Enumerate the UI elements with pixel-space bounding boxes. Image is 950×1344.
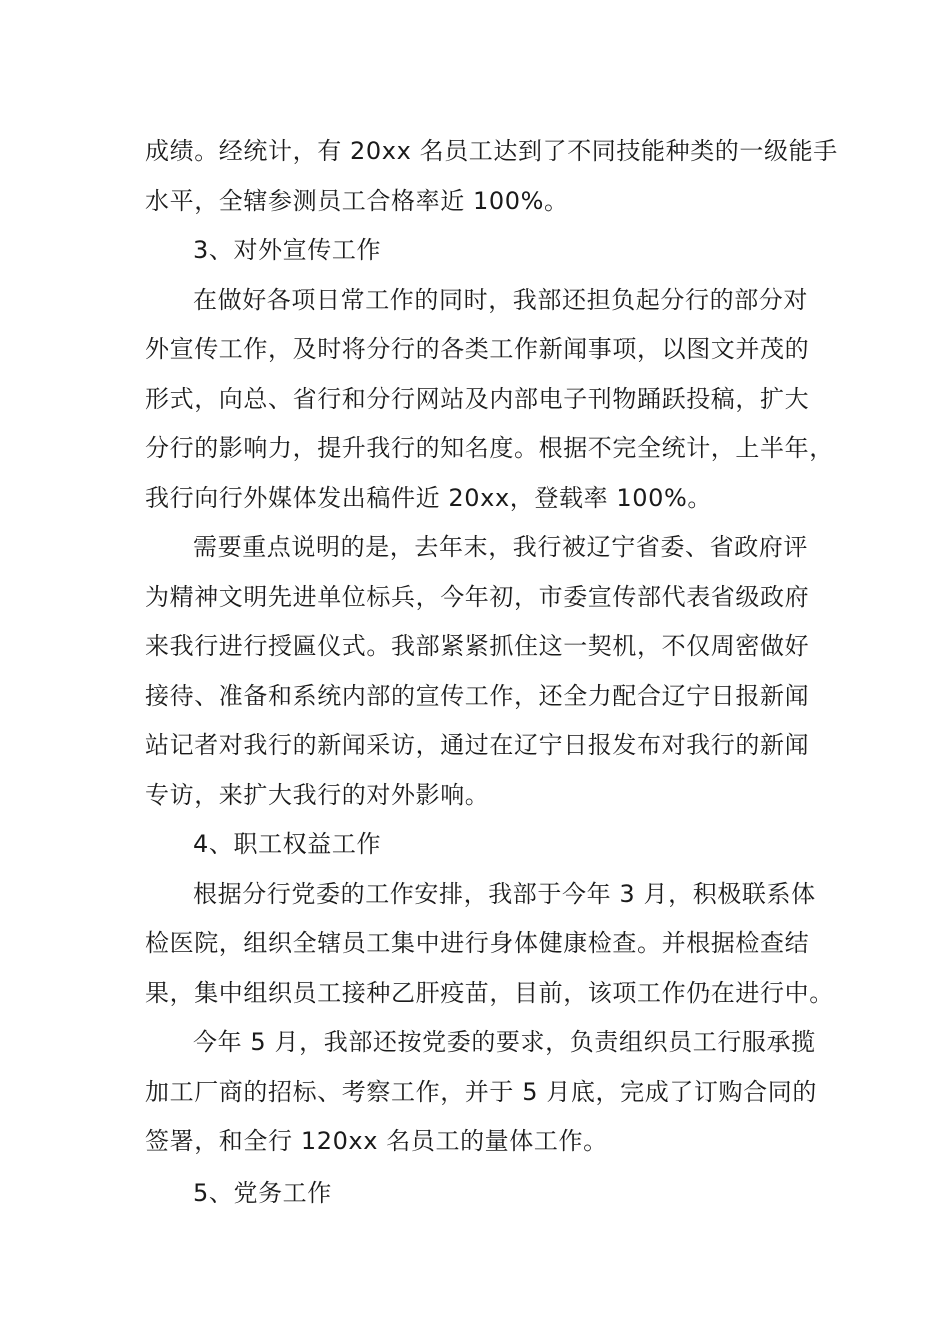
paragraph-line: 来我行进行授匾仪式。我部紧紧抓住这一契机，不仅周密做好 [145, 632, 810, 660]
paragraph-line: 加工厂商的招标、考察工作，并于 5 月底，完成了订购合同的 [145, 1077, 817, 1106]
paragraph-line: 需要重点说明的是，去年末，我行被辽宁省委、省政府评 [193, 533, 808, 561]
paragraph-line: 果，集中组织员工接种乙肝疫苗，目前，该项工作仍在进行中。 [145, 978, 834, 1007]
paragraph-line: 分行的影响力，提升我行的知名度。根据不完全统计，上半年， [145, 434, 834, 462]
paragraph-line: 签署，和全行 120xx 名员工的量体工作。 [145, 1127, 608, 1155]
paragraph-line: 水平，全辖参测员工合格率近 100%。 [145, 186, 569, 215]
paragraph-line: 成绩。经统计，有 20xx 名员工达到了不同技能种类的一级能手 [145, 137, 838, 165]
section-heading-employee-rights: 4、职工权益工作 [193, 830, 382, 858]
paragraph-line: 检医院，组织全辖员工集中进行身体健康检查。并根据检查结 [145, 929, 810, 957]
section-heading-publicity: 3、对外宣传工作 [193, 236, 382, 264]
paragraph-line: 根据分行党委的工作安排，我部于今年 3 月，积极联系体 [193, 879, 816, 908]
paragraph-line: 外宣传工作，及时将分行的各类工作新闻事项，以图文并茂的 [145, 335, 810, 363]
paragraph-line: 在做好各项日常工作的同时，我部还担负起分行的部分对 [193, 285, 808, 314]
paragraph-line: 形式，向总、省行和分行网站及内部电子刊物踊跃投稿，扩大 [145, 384, 810, 413]
section-heading-party-affairs: 5、党务工作 [193, 1178, 332, 1207]
paragraph-line: 接待、准备和系统内部的宣传工作，还全力配合辽宁日报新闻 [145, 681, 810, 710]
paragraph-line: 我行向行外媒体发出稿件近 20xx，登载率 100%。 [145, 483, 713, 512]
paragraph-line: 今年 5 月，我部还按党委的要求，负责组织员工行服承揽 [193, 1028, 816, 1056]
paragraph-line: 站记者对我行的新闻采访，通过在辽宁日报发布对我行的新闻 [145, 731, 810, 759]
paragraph-line: 专访，来扩大我行的对外影响。 [145, 780, 490, 809]
document-body [145, 127, 838, 1218]
paragraph-line: 为精神文明先进单位标兵，今年初，市委宣传部代表省级政府 [145, 582, 810, 611]
